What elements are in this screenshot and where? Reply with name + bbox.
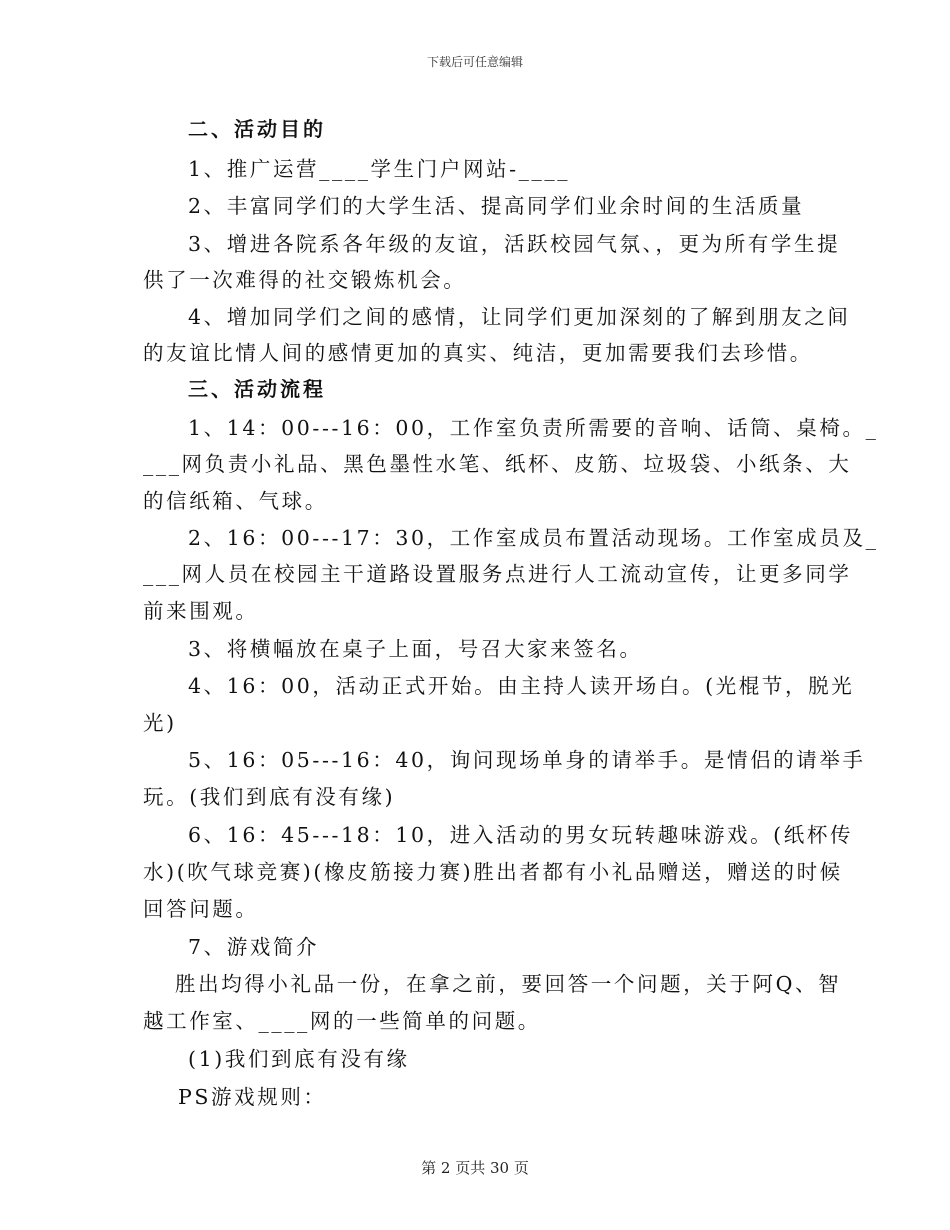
paragraph-line: 1、推广运营____学生门户网站-____: [188, 157, 571, 181]
page-footer: 第 2 页共 30 页: [421, 1159, 529, 1177]
paragraph-line: 胜出均得小礼品一份，在拿之前，要回答一个问题，关于阿Q、智: [175, 972, 842, 996]
paragraph-line: 2、16：00---17：30，工作室成员布置活动现场。工作室成员及_: [188, 526, 879, 550]
paragraph-line: PS游戏规则：: [178, 1085, 327, 1109]
paragraph-line: 4、增加同学们之间的感情，让同学们更加深刻的了解到朋友之间: [188, 305, 851, 329]
paragraph-line: ___网人员在校园主干道路设置服务点进行人工流动宣传，让更多同学: [143, 562, 852, 586]
paragraph-line: 3、将横幅放在桌子上面，号召大家来签名。: [188, 637, 643, 661]
paragraph-line: 光): [143, 711, 177, 735]
paragraph-line: 1、14：00---16：00，工作室负责所需要的音响、话筒、桌椅。_: [188, 416, 879, 440]
paragraph-line: 回答问题。: [143, 897, 259, 921]
paragraph-line: 6、16：45---18：10，进入活动的男女玩转趣味游戏。(纸杯传: [188, 823, 854, 847]
paragraph-line: 7、游戏简介: [188, 935, 320, 959]
paragraph-line: 2、丰富同学们的大学生活、提高同学们业余时间的生活质量: [188, 194, 805, 218]
paragraph-line: (1)我们到底有没有缘: [188, 1047, 410, 1071]
paragraph-line: 3、增进各院系各年级的友谊，活跃校园气氛、，更为所有学生提: [188, 232, 841, 256]
paragraph-line: 玩。(我们到底有没有缘): [143, 785, 396, 809]
section-heading: 三、活动流程: [188, 377, 326, 401]
paragraph-line: 供了一次难得的社交锻炼机会。: [143, 268, 467, 292]
section-heading: 二、活动目的: [188, 117, 326, 141]
paragraph-line: 前来围观。: [143, 599, 259, 623]
paragraph-line: 的信纸箱、气球。: [143, 489, 328, 513]
paragraph-line: 5、16：05---16：40，询问现场单身的请举手。是情侣的请举手: [188, 748, 866, 772]
paragraph-line: 水)(吹气球竞赛)(橡皮筋接力赛)胜出者都有小礼品赠送，赠送的时候: [143, 860, 843, 884]
paragraph-line: 越工作室、____网的一些简单的问题。: [143, 1009, 541, 1033]
paragraph-line: 的友谊比情人间的感情更加的真实、纯洁，更加需要我们去珍惜。: [143, 341, 813, 365]
page-header: 下载后可任意编辑: [426, 55, 523, 69]
paragraph-line: ___网负责小礼品、黑色墨性水笔、纸杯、皮筋、垃圾袋、小纸条、大: [143, 452, 852, 476]
paragraph-line: 4、16：00，活动正式开始。由主持人读开场白。(光棍节，脱光: [188, 674, 855, 698]
